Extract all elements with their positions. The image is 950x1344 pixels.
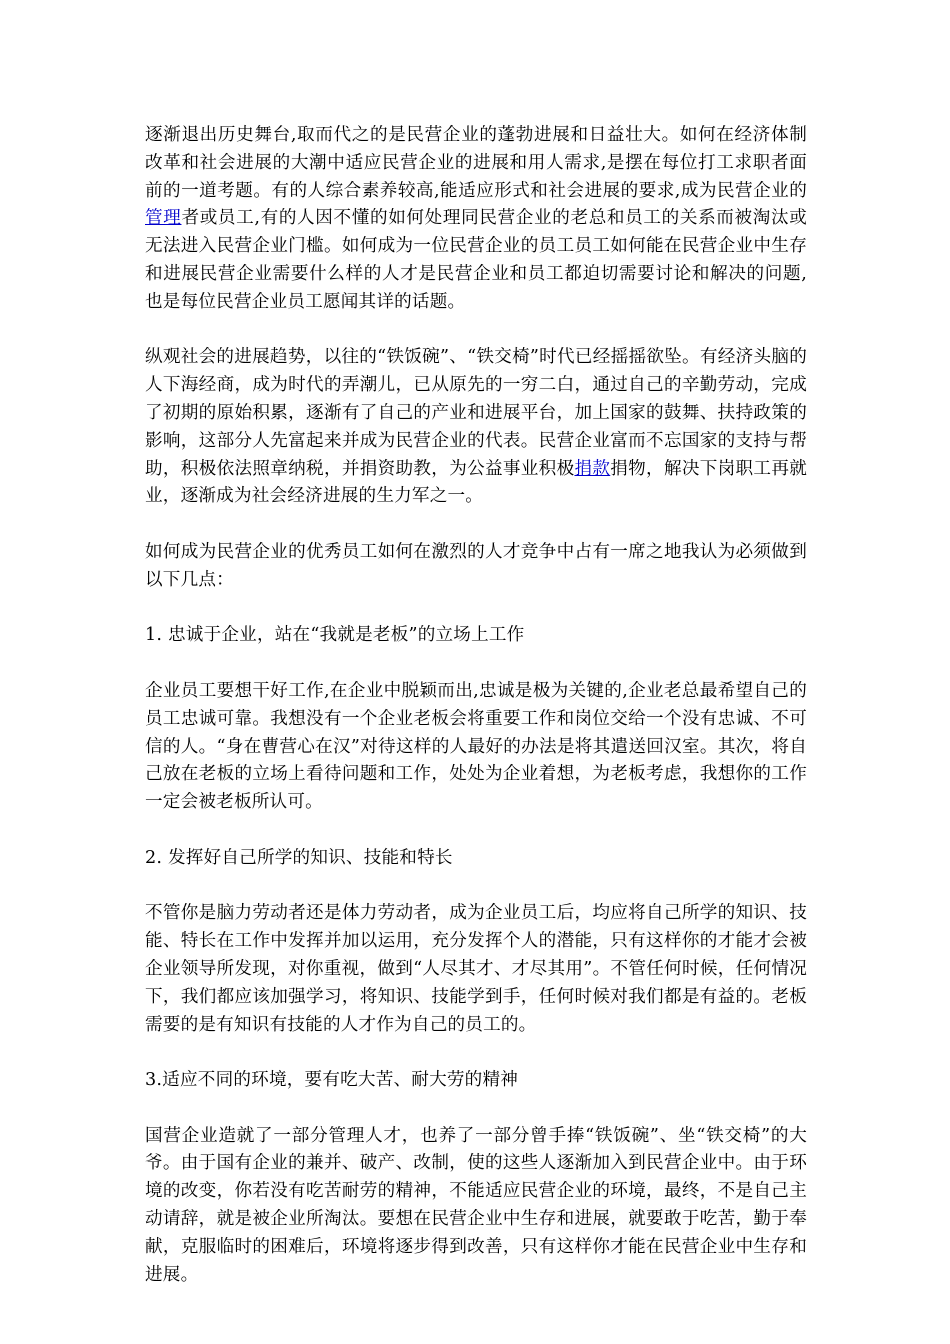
paragraph-text: 者或员工,有的人因不懂的如何处理同民营企业的老总和员工的关系而被淘汰或无法进入民营企业门槛。如何成为一位民营企业的员工员工如何能在民营企业中生存和进展民营企业需要什么样的人才是民营企业和员工都迫切需要讨论和解决的问题,也是每位民营企业员工愿闻其详的话题。: [145, 208, 807, 312]
paragraph-skills: 不管你是脑力劳动者还是体力劳动者，成为企业员工后，均应将自己所学的知识、技能、特长在工作中发挥并加以运用，充分发挥个人的潜能，只有这样你的才能才会被企业领导所发现，对你重视，做到“人尽其才、才尽其用”。不管任何时候，任何情况下，我们都应该加强学习，将知识、技能学到手，任何时候对我们都是有益的。老板需要的是有知识有技能的人才作为自己的员工的。: [145, 903, 807, 1035]
link-donation[interactable]: 捐款: [574, 458, 611, 479]
section-heading-1: 1. 忠诚于企业，站在“我就是老板”的立场上工作: [145, 625, 525, 646]
paragraph-text: 捐物，解决下岗职工再就业，逐渐成为社会经济进展的生力军之一。: [145, 458, 808, 507]
section-heading-2: 2. 发挥好自己所学的知识、技能和特长: [145, 847, 453, 868]
link-management[interactable]: 管理: [145, 208, 182, 229]
paragraph-text: 逐渐退出历史舞台,取而代之的是民营企业的蓬勃进展和日益壮大。如何在经济体制改革和社会进展的大潮中适应民营企业的进展和用人需求,是摆在每位打工求职者面前的一道考题。有的人综合素养较高,能适应形式和社会进展的要求,成为民营企业的: [145, 125, 807, 201]
document-body: [145, 122, 807, 1317]
paragraph-social-trend: [145, 344, 807, 511]
paragraph-loyalty: 企业员工要想干好工作,在企业中脱颖而出,忠诚是极为关键的,企业老总最希望自己的员工忠诚可靠。我想没有一个企业老板会将重要工作和岗位交给一个没有忠诚、不可信的人。“身在曹营心在汉”对待这样的人最好的办法是将其遣送回汉室。其次，将自己放在老板的立场上看待问题和工作，处处为企业着想，为老板考虑，我想你的工作一定会被老板所认可。: [145, 680, 807, 813]
paragraph-intro: [145, 122, 807, 317]
paragraph-text: 纵观社会的进展趋势，以往的“铁饭碗”、“铁交椅”时代已经摇摇欲坠。有经济头脑的人下海经商，成为时代的弄潮儿，已从原先的一穷二白，通过自己的辛勤劳动，完成了初期的原始积累，逐渐有了自己的产业和进展平台，加上国家的鼓舞、扶持政策的影响，这部分人先富起来并成为民营企业的代表。民营企业富而不忘国家的支持与帮助，积极依法照章纳税，并捐资助教，为公益事业积极: [145, 347, 807, 479]
section-heading-3: 3.适应不同的环境，要有吃大苦、耐大劳的精神: [145, 1070, 519, 1091]
paragraph-hardship: 国营企业造就了一部分管理人才，也养了一部分曾手捧“铁饭碗”、坐“铁交椅”的大爷。由于国有企业的兼并、破产、改制，使的这些人逐渐加入到民营企业中。由于环境的改变，你若没有吃苦耐劳的精神，不能适应民营企业的环境，最终，不是自己主动请辞，就是被企业所淘汰。要想在民营企业中生存和进展，就要敢于吃苦，勤于奉献，克服临时的困难后，环境将逐步得到改善，只有这样你才能在民营企业中生存和进展。: [145, 1125, 807, 1285]
paragraph-how-to: 如何成为民营企业的优秀员工如何在激烈的人才竞争中占有一席之地我认为必须做到以下几点：: [145, 541, 807, 590]
